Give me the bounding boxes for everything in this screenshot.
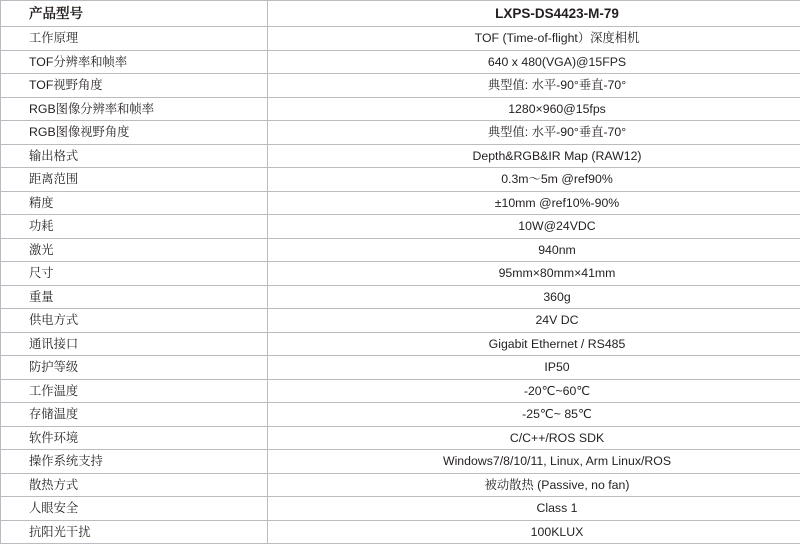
table-row	[1, 497, 800, 521]
spec-row-value: 95mm×80mm×41mm	[268, 262, 800, 286]
spec-row-value: Windows7/8/10/11, Linux, Arm Linux/ROS	[268, 450, 800, 474]
spec-row-value: 10W@24VDC	[268, 215, 800, 239]
table-row	[1, 332, 800, 356]
table-row	[1, 74, 800, 98]
table-row	[1, 215, 800, 239]
table-row	[1, 50, 800, 74]
spec-row-value: Depth&RGB&IR Map (RAW12)	[268, 144, 800, 168]
table-row	[1, 191, 800, 215]
table-row	[1, 356, 800, 380]
spec-header-label: 产品型号	[1, 1, 268, 27]
spec-row-label: 功耗	[1, 215, 268, 239]
table-row	[1, 426, 800, 450]
spec-row-value: TOF (Time-of-flight）深度相机	[268, 27, 800, 51]
table-row	[1, 168, 800, 192]
spec-row-label: 供电方式	[1, 309, 268, 333]
spec-row-value: 1280×960@15fps	[268, 97, 800, 121]
table-row	[1, 403, 800, 427]
spec-row-label: TOF分辨率和帧率	[1, 50, 268, 74]
spec-row-label: 工作温度	[1, 379, 268, 403]
spec-row-label: 通讯接口	[1, 332, 268, 356]
spec-row-label: 距离范围	[1, 168, 268, 192]
spec-row-label: 人眼安全	[1, 497, 268, 521]
table-row	[1, 379, 800, 403]
spec-table-body	[1, 1, 800, 544]
table-row	[1, 27, 800, 51]
spec-row-label: 操作系统支持	[1, 450, 268, 474]
spec-row-label: 尺寸	[1, 262, 268, 286]
spec-header-value: LXPS-DS4423-M-79	[268, 1, 800, 27]
spec-row-value: ±10mm @ref10%-90%	[268, 191, 800, 215]
spec-row-label: 抗阳光干扰	[1, 520, 268, 544]
spec-table-header-row	[1, 1, 800, 27]
spec-row-label: 存储温度	[1, 403, 268, 427]
table-row	[1, 473, 800, 497]
spec-row-label: RGB图像视野角度	[1, 121, 268, 145]
spec-row-value: 940nm	[268, 238, 800, 262]
table-row	[1, 144, 800, 168]
spec-row-value: -20℃~60℃	[268, 379, 800, 403]
table-row	[1, 121, 800, 145]
spec-row-label: RGB图像分辨率和帧率	[1, 97, 268, 121]
spec-row-label: 输出格式	[1, 144, 268, 168]
table-row	[1, 238, 800, 262]
spec-row-label: 散热方式	[1, 473, 268, 497]
spec-row-value: 被动散热 (Passive, no fan)	[268, 473, 800, 497]
spec-row-value: 典型值: 水平-90°垂直-70°	[268, 74, 800, 98]
table-row	[1, 520, 800, 544]
spec-row-value: 360g	[268, 285, 800, 309]
spec-row-value: C/C++/ROS SDK	[268, 426, 800, 450]
spec-row-value: Class 1	[268, 497, 800, 521]
spec-row-label: 软件环境	[1, 426, 268, 450]
table-row	[1, 309, 800, 333]
spec-row-value: 0.3m～5m @ref90%	[268, 168, 800, 192]
spec-row-value: IP50	[268, 356, 800, 380]
spec-row-label: 重量	[1, 285, 268, 309]
spec-row-label: 激光	[1, 238, 268, 262]
spec-row-value: 640 x 480(VGA)@15FPS	[268, 50, 800, 74]
spec-row-value: Gigabit Ethernet / RS485	[268, 332, 800, 356]
spec-row-value: 24V DC	[268, 309, 800, 333]
table-row	[1, 262, 800, 286]
spec-row-label: TOF视野角度	[1, 74, 268, 98]
table-row	[1, 97, 800, 121]
table-row	[1, 285, 800, 309]
spec-row-label: 工作原理	[1, 27, 268, 51]
spec-row-value: -25℃~ 85℃	[268, 403, 800, 427]
table-row	[1, 450, 800, 474]
spec-row-label: 精度	[1, 191, 268, 215]
spec-row-value: 100KLUX	[268, 520, 800, 544]
spec-row-label: 防护等级	[1, 356, 268, 380]
spec-row-value: 典型值: 水平-90°垂直-70°	[268, 121, 800, 145]
